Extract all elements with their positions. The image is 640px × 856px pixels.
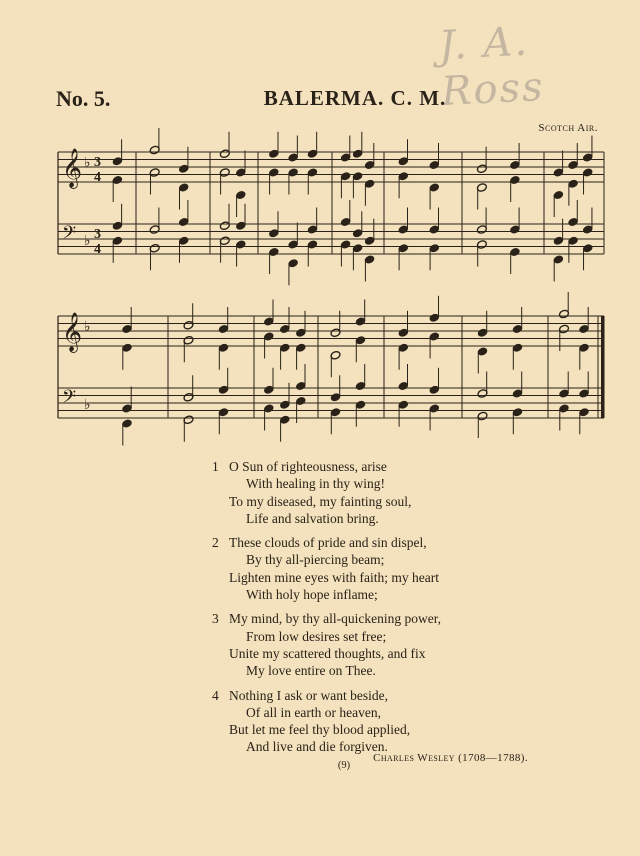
- verse-line: [212, 569, 542, 586]
- verse-text: With healing in thy wing!: [246, 476, 385, 492]
- verse-line: [212, 645, 542, 662]
- verse-line: [212, 534, 542, 551]
- hymn-title: BALERMA. C. M.: [263, 86, 447, 110]
- verse-text: Unite my scattered thoughts, and fix: [229, 645, 426, 661]
- stanza-1: [212, 458, 542, 527]
- verse-line: [212, 610, 542, 627]
- verse-text: My love entire on Thee.: [246, 663, 376, 679]
- verse-text: Lighten mine eyes with faith; my heart: [229, 569, 439, 585]
- stanza-3: [212, 610, 542, 679]
- verse-text: From low desires set free;: [246, 628, 387, 644]
- flat-sign: ♭: [84, 233, 91, 249]
- hymn-verses: [212, 458, 542, 763]
- verse-line: [212, 475, 542, 492]
- stanza-4: [212, 687, 542, 756]
- stanza-number: 4: [212, 687, 219, 703]
- time-signature-top: 3: [94, 155, 101, 170]
- verse-line: [212, 628, 542, 645]
- verse-line: [212, 662, 542, 679]
- verse-text: These clouds of pride and sin dispel,: [229, 535, 427, 551]
- flat-sign: ♭: [84, 319, 91, 335]
- flat-sign: ♭: [84, 397, 91, 413]
- verse-line: [212, 704, 542, 721]
- verse-text: Life and salvation bring.: [246, 510, 379, 526]
- verse-line: [212, 510, 542, 527]
- verse-text: By thy all-piercing beam;: [246, 552, 385, 568]
- verse-line: [212, 721, 542, 738]
- stanza-2: [212, 534, 542, 603]
- final-bar-thick: [601, 316, 605, 418]
- treble-clef: 𝄞: [62, 148, 83, 188]
- hymn-number: No. 5.: [56, 86, 111, 111]
- verse-text: With holy hope inflame;: [246, 587, 378, 603]
- verse-text: Of all in earth or heaven,: [246, 704, 381, 720]
- time-signature-bottom: 4: [94, 170, 101, 185]
- verse-text: And live and die forgiven.: [246, 739, 388, 755]
- verse-line: [212, 493, 542, 510]
- verse-text: To my diseased, my fainting soul,: [229, 493, 412, 509]
- stanza-number: 3: [212, 611, 219, 627]
- tune-attribution: Scotch Air.: [538, 122, 598, 134]
- bass-clef: 𝄢: [62, 223, 77, 248]
- flat-sign: ♭: [84, 155, 91, 171]
- stanza-number: 1: [212, 459, 219, 474]
- verse-line: [212, 458, 542, 475]
- verse-text: My mind, by thy all-quickening power,: [229, 611, 442, 627]
- treble-clef: 𝄞: [62, 312, 83, 352]
- handwritten-signature: J. A. Ross: [437, 18, 546, 116]
- time-signature-bottom: 4: [94, 242, 101, 257]
- time-signature-top: 3: [94, 227, 101, 242]
- verse-line: [212, 586, 542, 603]
- verse-text: Nothing I ask or want beside,: [229, 687, 388, 703]
- page-number: (9): [337, 760, 351, 771]
- stanza-number: 2: [212, 535, 219, 551]
- author-credit: Charles Wesley (1708—1788).: [373, 752, 528, 764]
- bass-clef: 𝄢: [62, 387, 77, 412]
- verse-line: [212, 551, 542, 568]
- verse-text: But let me feel thy blood applied,: [229, 722, 411, 738]
- verse-text: O Sun of righteousness, arise: [229, 459, 387, 474]
- verse-line: [212, 687, 542, 704]
